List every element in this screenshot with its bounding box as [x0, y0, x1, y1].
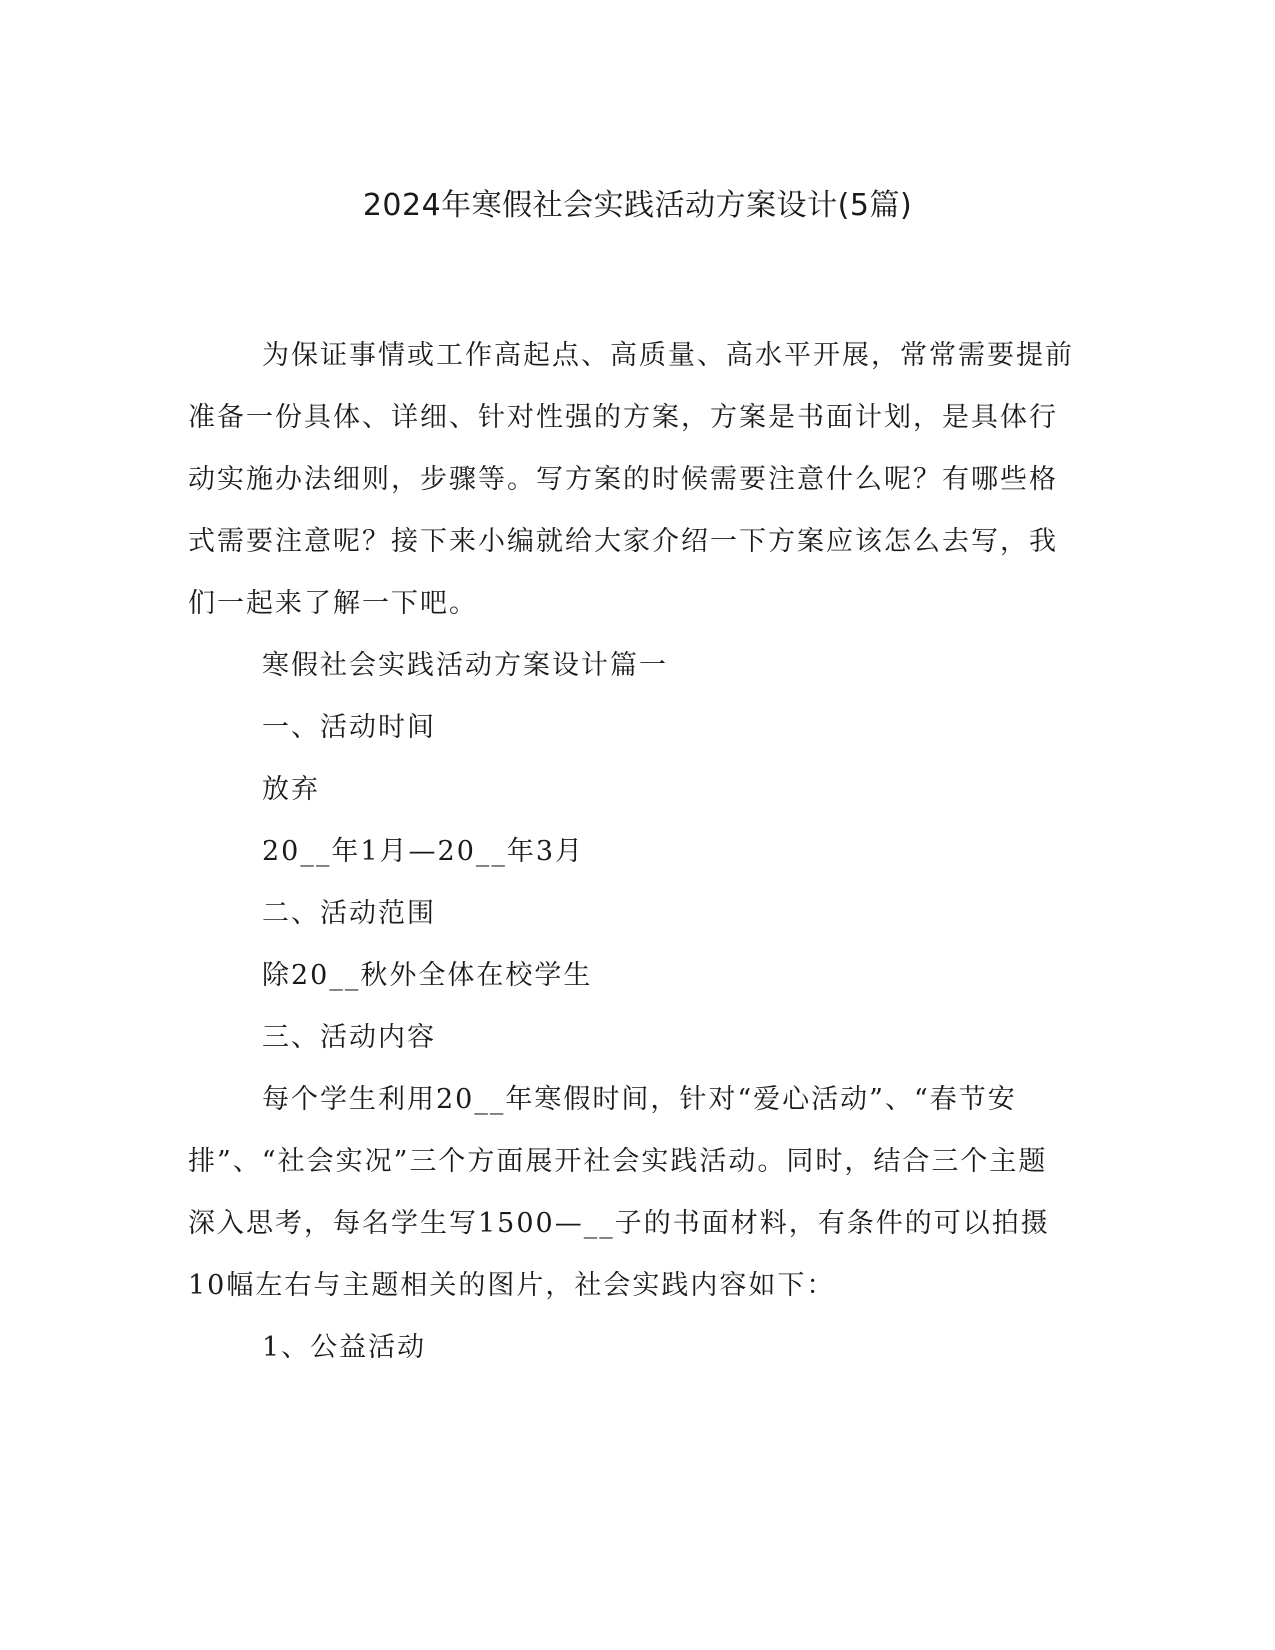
paragraph-scope: 除20__秋外全体在校学生 [262, 960, 593, 991]
document-body [188, 325, 1076, 1379]
document-title: 2024年寒假社会实践活动方案设计(5篇) [362, 188, 913, 223]
paragraph-text: 放弃 [262, 774, 320, 805]
intro-paragraph: 为保证事情或工作高起点、高质量、高水平开展，常常需要提前准备一份具体、详细、针对性强的方案，方案是书面计划，是具体行动实施办法细则，步骤等。写方案的时候需要注意什么呢？有哪些格式需要注意呢？接下来小编就给大家介绍一下方案应该怎么去写，我们一起来了解一下吧。 [188, 340, 1074, 619]
heading-activity-time: 一、活动时间 [262, 712, 436, 743]
section-heading-part-one: 寒假社会实践活动方案设计篇一 [262, 650, 668, 681]
paragraph-content: 每个学生利用20__年寒假时间，针对“爱心活动”、“春节安排”、“社会实况”三个方面展开社会实践活动。同时，结合三个主题深入思考，每名学生写1500—__子的书面材料，有条件的可以拍摄10幅左右与主题相关的图片，社会实践内容如下： [188, 1084, 1050, 1301]
list-item-public-welfare: 1、公益活动 [262, 1332, 427, 1363]
paragraph-date-range: 20__年1月—20__年3月 [262, 836, 585, 867]
heading-activity-scope: 二、活动范围 [262, 898, 436, 929]
heading-activity-content: 三、活动内容 [262, 1022, 436, 1053]
